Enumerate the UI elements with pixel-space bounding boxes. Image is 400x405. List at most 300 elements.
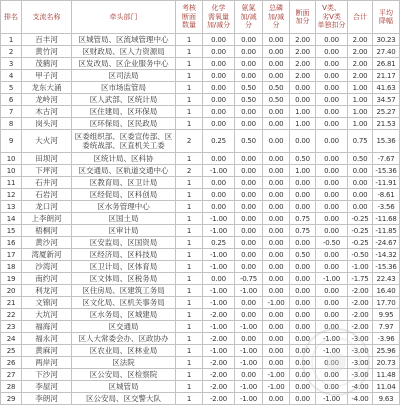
- section-bonus-cell: 0.00: [290, 369, 316, 381]
- phosphorus-score-cell: -1.00: [263, 369, 290, 381]
- section-count-cell: 1: [176, 321, 203, 333]
- section-bonus-cell: 0.00: [290, 94, 316, 106]
- avg-decline-cell: 21.53: [373, 118, 400, 130]
- cod-score-cell: -1.00: [203, 249, 235, 261]
- phosphorus-score-cell: 0.00: [263, 189, 290, 201]
- header-label-line: 需氧量: [208, 12, 229, 21]
- header-label-line: 考核: [182, 4, 196, 13]
- total-score-cell: 0.00: [348, 201, 373, 213]
- ammonia-score-cell: 0.00: [235, 34, 263, 46]
- table-row: [0, 130, 400, 153]
- ammonia-score-cell: 0.00: [235, 297, 263, 309]
- river-name-cell: 木古河: [22, 106, 72, 118]
- header-label-line: 加/减分: [206, 21, 231, 30]
- phosphorus-score-cell: 0.00: [263, 249, 290, 261]
- river-name-cell: 龙口河: [22, 201, 72, 213]
- river-name-cell: 大火河: [22, 130, 72, 153]
- avg-decline-cell: -11.91: [373, 177, 400, 189]
- section-bonus-cell: 0.00: [290, 201, 316, 213]
- table-row: [0, 213, 400, 225]
- table-row: [0, 225, 400, 237]
- class-v-deduction-cell: 0.00: [316, 118, 348, 130]
- total-score-cell: 1.00: [348, 94, 373, 106]
- river-name-cell: 黄麻河: [22, 345, 72, 357]
- rank-cell: 21: [0, 297, 22, 309]
- table-row: [0, 321, 400, 333]
- total-score-cell: 2.00: [348, 58, 373, 70]
- rank-cell: 22: [0, 309, 22, 321]
- rank-cell: 5: [0, 82, 22, 94]
- section-count-cell: 1: [176, 153, 203, 165]
- header-ammonia-score: [235, 0, 263, 34]
- lead-dept-cell: 区统计局、区科协: [72, 153, 176, 165]
- phosphorus-score-cell: 0.00: [263, 153, 290, 165]
- phosphorus-score-cell: 0.00: [263, 70, 290, 82]
- river-name-cell: 两岸河: [22, 357, 72, 369]
- lead-dept-cell: 区住房局、区建筑工务局: [72, 285, 176, 297]
- rank-cell: 17: [0, 249, 22, 261]
- header-avg-decline: [373, 0, 400, 34]
- avg-decline-cell: -8.61: [373, 189, 400, 201]
- total-score-cell: 0.75: [348, 130, 373, 153]
- ammonia-score-cell: 0.50: [235, 130, 263, 153]
- rank-cell: 10: [0, 153, 22, 165]
- header-label-line: 降幅: [379, 17, 393, 25]
- river-name-cell: 龙岭河: [22, 94, 72, 106]
- total-score-cell: -3.00: [348, 369, 373, 381]
- total-score-cell: -0.25: [348, 213, 373, 225]
- header-label-line: 氨氮: [241, 4, 256, 13]
- class-v-deduction-cell: 0.00: [316, 70, 348, 82]
- section-count-cell: 1: [176, 393, 203, 405]
- rank-cell: 9: [0, 130, 22, 153]
- ammonia-score-cell: -1.00: [235, 321, 263, 333]
- avg-decline-cell: 16.40: [373, 285, 400, 297]
- cod-score-cell: 0.00: [203, 70, 235, 82]
- header-label-line: 总磷: [269, 4, 283, 13]
- header-river-name: [22, 0, 72, 34]
- cod-score-cell: -1.00: [203, 321, 235, 333]
- ammonia-score-cell: 0.50: [235, 82, 263, 94]
- class-v-deduction-cell: 0.00: [316, 34, 348, 46]
- class-v-deduction-cell: 0.00: [316, 106, 348, 118]
- cod-score-cell: -1.00: [203, 225, 235, 237]
- section-bonus-cell: 0.50: [290, 249, 316, 261]
- table-row: [0, 273, 400, 285]
- phosphorus-score-cell: 0.00: [263, 213, 290, 225]
- ammonia-score-cell: 0.00: [235, 225, 263, 237]
- lead-dept-cell: 区教育局、区卫计局: [72, 177, 176, 189]
- lead-dept-cell: 区住建局、区环保局: [72, 106, 176, 118]
- header-label-line: 数量: [182, 21, 196, 30]
- header-label-line: V类、: [322, 4, 341, 13]
- class-v-deduction-cell: 0.00: [316, 285, 348, 297]
- phosphorus-score-cell: 0.50: [263, 94, 290, 106]
- section-count-cell: 1: [176, 297, 203, 309]
- rank-cell: 10: [0, 165, 22, 177]
- total-score-cell: 2.00: [348, 70, 373, 82]
- phosphorus-score-cell: 0.50: [263, 82, 290, 94]
- section-bonus-cell: 0.00: [290, 345, 316, 357]
- rank-cell: 14: [0, 213, 22, 225]
- rank-cell: 13: [0, 201, 22, 213]
- phosphorus-score-cell: -1.00: [263, 381, 290, 393]
- lead-dept-cell: 区人武部、区统计局: [72, 94, 176, 106]
- ammonia-score-cell: 0.00: [235, 177, 263, 189]
- section-count-cell: 1: [176, 201, 203, 213]
- rank-cell: 1: [0, 34, 22, 46]
- lead-dept-cell: 区城管局、区流域管理中心: [72, 34, 176, 46]
- table-row: [0, 58, 400, 70]
- phosphorus-score-cell: 0.00: [263, 261, 290, 273]
- cod-score-cell: -2.00: [203, 357, 235, 369]
- ammonia-score-cell: -1.00: [235, 393, 263, 405]
- rank-cell: 4: [0, 70, 22, 82]
- total-score-cell: -1.00: [348, 261, 373, 273]
- class-v-deduction-cell: 0.00: [316, 225, 348, 237]
- cod-score-cell: -1.00: [203, 285, 235, 297]
- class-v-deduction-cell: -1.00: [316, 393, 348, 405]
- rank-cell: 8: [0, 118, 22, 130]
- avg-decline-cell: 30.23: [373, 34, 400, 46]
- river-name-cell: 湾厦新河: [22, 249, 72, 261]
- section-bonus-cell: 2.00: [290, 46, 316, 58]
- section-bonus-cell: 0.00: [290, 393, 316, 405]
- phosphorus-score-cell: 0.00: [263, 46, 290, 58]
- phosphorus-score-cell: -1.00: [263, 297, 290, 309]
- total-score-cell: -3.00: [348, 357, 373, 369]
- section-bonus-cell: 0.00: [290, 285, 316, 297]
- total-score-cell: 0.00: [348, 189, 373, 201]
- class-v-deduction-cell: 0.00: [316, 94, 348, 106]
- header-label-line: 加分: [295, 17, 310, 25]
- header-class-v-deduction: [316, 0, 348, 34]
- section-bonus-cell: 0.00: [290, 273, 316, 285]
- avg-decline-cell: 25.27: [373, 106, 400, 118]
- section-bonus-cell: 0.00: [290, 333, 316, 345]
- avg-decline-cell: 22.43: [373, 273, 400, 285]
- class-v-deduction-cell: 0.00: [316, 297, 348, 309]
- section-bonus-cell: 0.75: [290, 225, 316, 237]
- table-row: [0, 46, 400, 58]
- rank-cell: 26: [0, 357, 22, 369]
- header-label-line: 分: [245, 21, 252, 30]
- section-bonus-cell: 0.00: [290, 130, 316, 153]
- phosphorus-score-cell: 0.00: [263, 393, 290, 405]
- header-total-score: [348, 0, 373, 34]
- avg-decline-cell: 26.81: [373, 58, 400, 70]
- section-count-cell: 1: [176, 249, 203, 261]
- phosphorus-score-cell: 0.00: [263, 321, 290, 333]
- section-bonus-cell: 0.00: [290, 261, 316, 273]
- total-score-cell: -4.00: [348, 381, 373, 393]
- avg-decline-cell: -24.67: [373, 237, 400, 249]
- class-v-deduction-cell: 0.00: [316, 261, 348, 273]
- river-name-cell: 百丰河: [22, 34, 72, 46]
- avg-decline-cell: 9.63: [373, 393, 400, 405]
- rank-cell: 15: [0, 225, 22, 237]
- river-name-cell: 利龙河: [22, 285, 72, 297]
- cod-score-cell: -2.00: [203, 369, 235, 381]
- lead-dept-cell: 区司法局: [72, 70, 176, 82]
- avg-decline-cell: 21.17: [373, 70, 400, 82]
- class-v-deduction-cell: 0.00: [316, 369, 348, 381]
- lead-dept-cell: 区交通局: [72, 321, 176, 333]
- section-count-cell: 1: [176, 34, 203, 46]
- ammonia-score-cell: 0.00: [235, 106, 263, 118]
- cod-score-cell: -2.00: [203, 309, 235, 321]
- rank-cell: 27: [0, 369, 22, 381]
- class-v-deduction-cell: -1.00: [316, 345, 348, 357]
- section-count-cell: 1: [176, 333, 203, 345]
- river-name-cell: 沙湾河: [22, 261, 72, 273]
- table-row: [0, 285, 400, 297]
- lead-dept-cell: 区财政局、区人力资源局: [72, 46, 176, 58]
- rank-cell: 23: [0, 321, 22, 333]
- header-label-line: 牵头部门: [109, 12, 138, 21]
- phosphorus-score-cell: 0.00: [263, 273, 290, 285]
- table-row: [0, 70, 400, 82]
- total-score-cell: 1.00: [348, 82, 373, 94]
- total-score-cell: -2.00: [348, 309, 373, 321]
- cod-score-cell: 0.00: [203, 46, 235, 58]
- total-score-cell: 2.00: [348, 34, 373, 46]
- table-row: [0, 369, 400, 381]
- class-v-deduction-cell: 0.00: [316, 357, 348, 369]
- cod-score-cell: 0.00: [203, 82, 235, 94]
- ammonia-score-cell: -1.00: [235, 381, 263, 393]
- total-score-cell: 1.00: [348, 118, 373, 130]
- header-label-line: 加/减: [267, 12, 285, 21]
- total-score-cell: 0.50: [348, 153, 373, 165]
- cod-score-cell: 0.00: [203, 106, 235, 118]
- rank-cell: 29: [0, 393, 22, 405]
- ammonia-score-cell: -1.00: [235, 285, 263, 297]
- section-bonus-cell: 0.00: [290, 82, 316, 94]
- river-name-cell: 黄竹河: [22, 46, 72, 58]
- phosphorus-score-cell: 0.00: [263, 118, 290, 130]
- cod-score-cell: -2.00: [203, 393, 235, 405]
- table-row: [0, 393, 400, 405]
- phosphorus-score-cell: 0.00: [263, 285, 290, 297]
- river-name-cell: 上李朗河: [22, 213, 72, 225]
- section-bonus-cell: 2.00: [290, 58, 316, 70]
- header-label-line: 支流名称: [32, 12, 61, 21]
- total-score-cell: 0.00: [348, 177, 373, 189]
- lead-dept-cell: 区经济局、区科技局: [72, 249, 176, 261]
- rank-cell: 7: [0, 106, 22, 118]
- lead-dept-cell: 区人大常委会办、区政协办: [72, 333, 176, 345]
- phosphorus-score-cell: 0.00: [263, 177, 290, 189]
- ammonia-score-cell: 0.00: [235, 333, 263, 345]
- header-label-line: 断面: [182, 12, 196, 21]
- table-row: [0, 297, 400, 309]
- total-score-cell: -2.00: [348, 297, 373, 309]
- table-row: [0, 237, 400, 249]
- river-name-cell: 福海河: [22, 321, 72, 333]
- header-row: [0, 0, 400, 34]
- lead-dept-cell: 区水务局、区城建局: [72, 309, 176, 321]
- table-row: [0, 82, 400, 94]
- total-score-cell: -4.00: [348, 393, 373, 405]
- class-v-deduction-cell: 0.00: [316, 177, 348, 189]
- class-v-deduction-cell: -0.50: [316, 237, 348, 249]
- lead-dept-cell: 区水务管理中心: [72, 201, 176, 213]
- section-count-cell: 1: [176, 357, 203, 369]
- river-name-cell: 梧桐河: [22, 225, 72, 237]
- ammonia-score-cell: 0.00: [235, 153, 263, 165]
- section-count-cell: 1: [176, 285, 203, 297]
- ammonia-score-cell: 0.00: [235, 369, 263, 381]
- river-name-cell: 李朗河: [22, 393, 72, 405]
- rank-cell: 25: [0, 345, 22, 357]
- class-v-deduction-cell: 0.00: [316, 130, 348, 153]
- river-name-cell: 下沙河: [22, 369, 72, 381]
- header-label-line: 断面: [295, 8, 310, 17]
- table-row: [0, 153, 400, 165]
- phosphorus-score-cell: 0.00: [263, 237, 290, 249]
- avg-decline-cell: -3.96: [373, 333, 400, 345]
- lead-dept-cell: 区国土局: [72, 213, 176, 225]
- rank-cell: 12: [0, 189, 22, 201]
- avg-decline-cell: 25.96: [373, 345, 400, 357]
- river-name-cell: 岗头河: [22, 118, 72, 130]
- avg-decline-cell: -15.36: [373, 165, 400, 177]
- table-row: [0, 261, 400, 273]
- avg-decline-cell: 9.95: [373, 309, 400, 321]
- lead-dept-cell: 区文体局、区税务局: [72, 273, 176, 285]
- section-count-cell: 1: [176, 118, 203, 130]
- cod-score-cell: 0.00: [203, 118, 235, 130]
- section-count-cell: 1: [176, 177, 203, 189]
- section-count-cell: 2: [176, 130, 203, 153]
- section-bonus-cell: 0.75: [290, 213, 316, 225]
- section-bonus-cell: 0.00: [290, 297, 316, 309]
- class-v-deduction-cell: 0.00: [316, 46, 348, 58]
- river-name-cell: 甲子河: [22, 70, 72, 82]
- table-row: [0, 118, 400, 130]
- river-name-cell: 石井河: [22, 177, 72, 189]
- table-row: [0, 165, 400, 177]
- ammonia-score-cell: 0.00: [235, 70, 263, 82]
- section-bonus-cell: 1.00: [290, 165, 316, 177]
- phosphorus-score-cell: 0.00: [263, 106, 290, 118]
- section-count-cell: 1: [176, 70, 203, 82]
- ammonia-score-cell: 0.00: [235, 118, 263, 130]
- phosphorus-score-cell: 0.00: [263, 225, 290, 237]
- class-v-deduction-cell: 0.00: [316, 82, 348, 94]
- ammonia-score-cell: 0.00: [235, 309, 263, 321]
- table-row: [0, 249, 400, 261]
- section-count-cell: 2: [176, 165, 203, 177]
- section-bonus-cell: 2.00: [290, 34, 316, 46]
- avg-decline-cell: 15.36: [373, 130, 400, 153]
- ammonia-score-cell: 0.00: [235, 165, 263, 177]
- lead-dept-cell: 区城管局: [72, 381, 176, 393]
- section-bonus-cell: 0.00: [290, 321, 316, 333]
- river-name-cell: 黄沙河: [22, 237, 72, 249]
- total-score-cell: -3.00: [348, 345, 373, 357]
- river-name-cell: 田坝河: [22, 153, 72, 165]
- header-section-count: [176, 0, 203, 34]
- total-score-cell: -0.25: [348, 237, 373, 249]
- cod-score-cell: 0.00: [203, 34, 235, 46]
- class-v-deduction-cell: 0.00: [316, 153, 348, 165]
- class-v-deduction-cell: 0.00: [316, 249, 348, 261]
- section-count-cell: 1: [176, 369, 203, 381]
- table-row: [0, 309, 400, 321]
- ammonia-score-cell: 0.00: [235, 58, 263, 70]
- lead-dept-cell: 区卫计局、区体育局: [72, 261, 176, 273]
- class-v-deduction-cell: 0.00: [316, 381, 348, 393]
- ammonia-score-cell: 0.00: [235, 261, 263, 273]
- rank-cell: 16: [0, 237, 22, 249]
- lead-dept-cell: 区市场监管局: [72, 82, 176, 94]
- rank-cell: 28: [0, 381, 22, 393]
- lead-dept-cell: 区安监局、区国资局: [72, 237, 176, 249]
- header-lead-dept: [72, 0, 176, 34]
- ammonia-score-cell: -1.00: [235, 357, 263, 369]
- avg-decline-cell: 11.48: [373, 369, 400, 381]
- class-v-deduction-cell: 0.00: [316, 189, 348, 201]
- total-score-cell: 1.00: [348, 106, 373, 118]
- header-label-line: 排名: [4, 12, 18, 21]
- cod-score-cell: -1.00: [203, 297, 235, 309]
- ammonia-score-cell: 0.00: [235, 201, 263, 213]
- total-score-cell: -0.50: [348, 249, 373, 261]
- lead-dept-cell: 区文化局、区机关事务局: [72, 297, 176, 309]
- section-count-cell: 1: [176, 345, 203, 357]
- river-name-cell: 李屋河: [22, 381, 72, 393]
- header-section-bonus: [290, 0, 316, 34]
- header-label-line: 合计: [353, 12, 367, 21]
- lead-dept-cell: 区环保局、区民政局: [72, 118, 176, 130]
- section-bonus-cell: 0.00: [290, 237, 316, 249]
- lead-dept-cell: 区经促局、区科创局: [72, 189, 176, 201]
- phosphorus-score-cell: 0.00: [263, 345, 290, 357]
- ammonia-score-cell: 0.00: [235, 189, 263, 201]
- rank-cell: 11: [0, 177, 22, 189]
- rank-cell: 20: [0, 285, 22, 297]
- section-count-cell: 1: [176, 82, 203, 94]
- cod-score-cell: -1.00: [203, 165, 235, 177]
- total-score-cell: -2.00: [348, 321, 373, 333]
- section-bonus-cell: 0.00: [290, 189, 316, 201]
- avg-decline-cell: 41.63: [373, 82, 400, 94]
- cod-score-cell: 0.00: [203, 177, 235, 189]
- lead-dept-cell: 区农业局、区林业局: [72, 345, 176, 357]
- lead-dept-cell: 区公安局、区交警大队: [72, 393, 176, 405]
- class-v-deduction-cell: -1.00: [316, 333, 348, 345]
- header-label-line: 单独扣分: [317, 21, 346, 30]
- lead-dept-cell: 区交通局、区轨道交通中心: [72, 165, 176, 177]
- rank-cell: 3: [0, 58, 22, 70]
- table-row: [0, 381, 400, 393]
- river-name-cell: 福永河: [22, 333, 72, 345]
- avg-decline-cell: -14.32: [373, 249, 400, 261]
- phosphorus-score-cell: 0.00: [263, 357, 290, 369]
- cod-score-cell: -2.00: [203, 381, 235, 393]
- class-v-deduction-cell: -1.00: [316, 273, 348, 285]
- total-score-cell: -3.00: [348, 333, 373, 345]
- section-count-cell: 1: [176, 237, 203, 249]
- total-score-cell: 0.00: [348, 165, 373, 177]
- ammonia-score-cell: -1.00: [235, 345, 263, 357]
- lead-dept-cell: 区法院: [72, 357, 176, 369]
- total-score-cell: 2.00: [348, 46, 373, 58]
- header-label-line: 加/减: [240, 12, 257, 21]
- cod-score-cell: 0.00: [203, 94, 235, 106]
